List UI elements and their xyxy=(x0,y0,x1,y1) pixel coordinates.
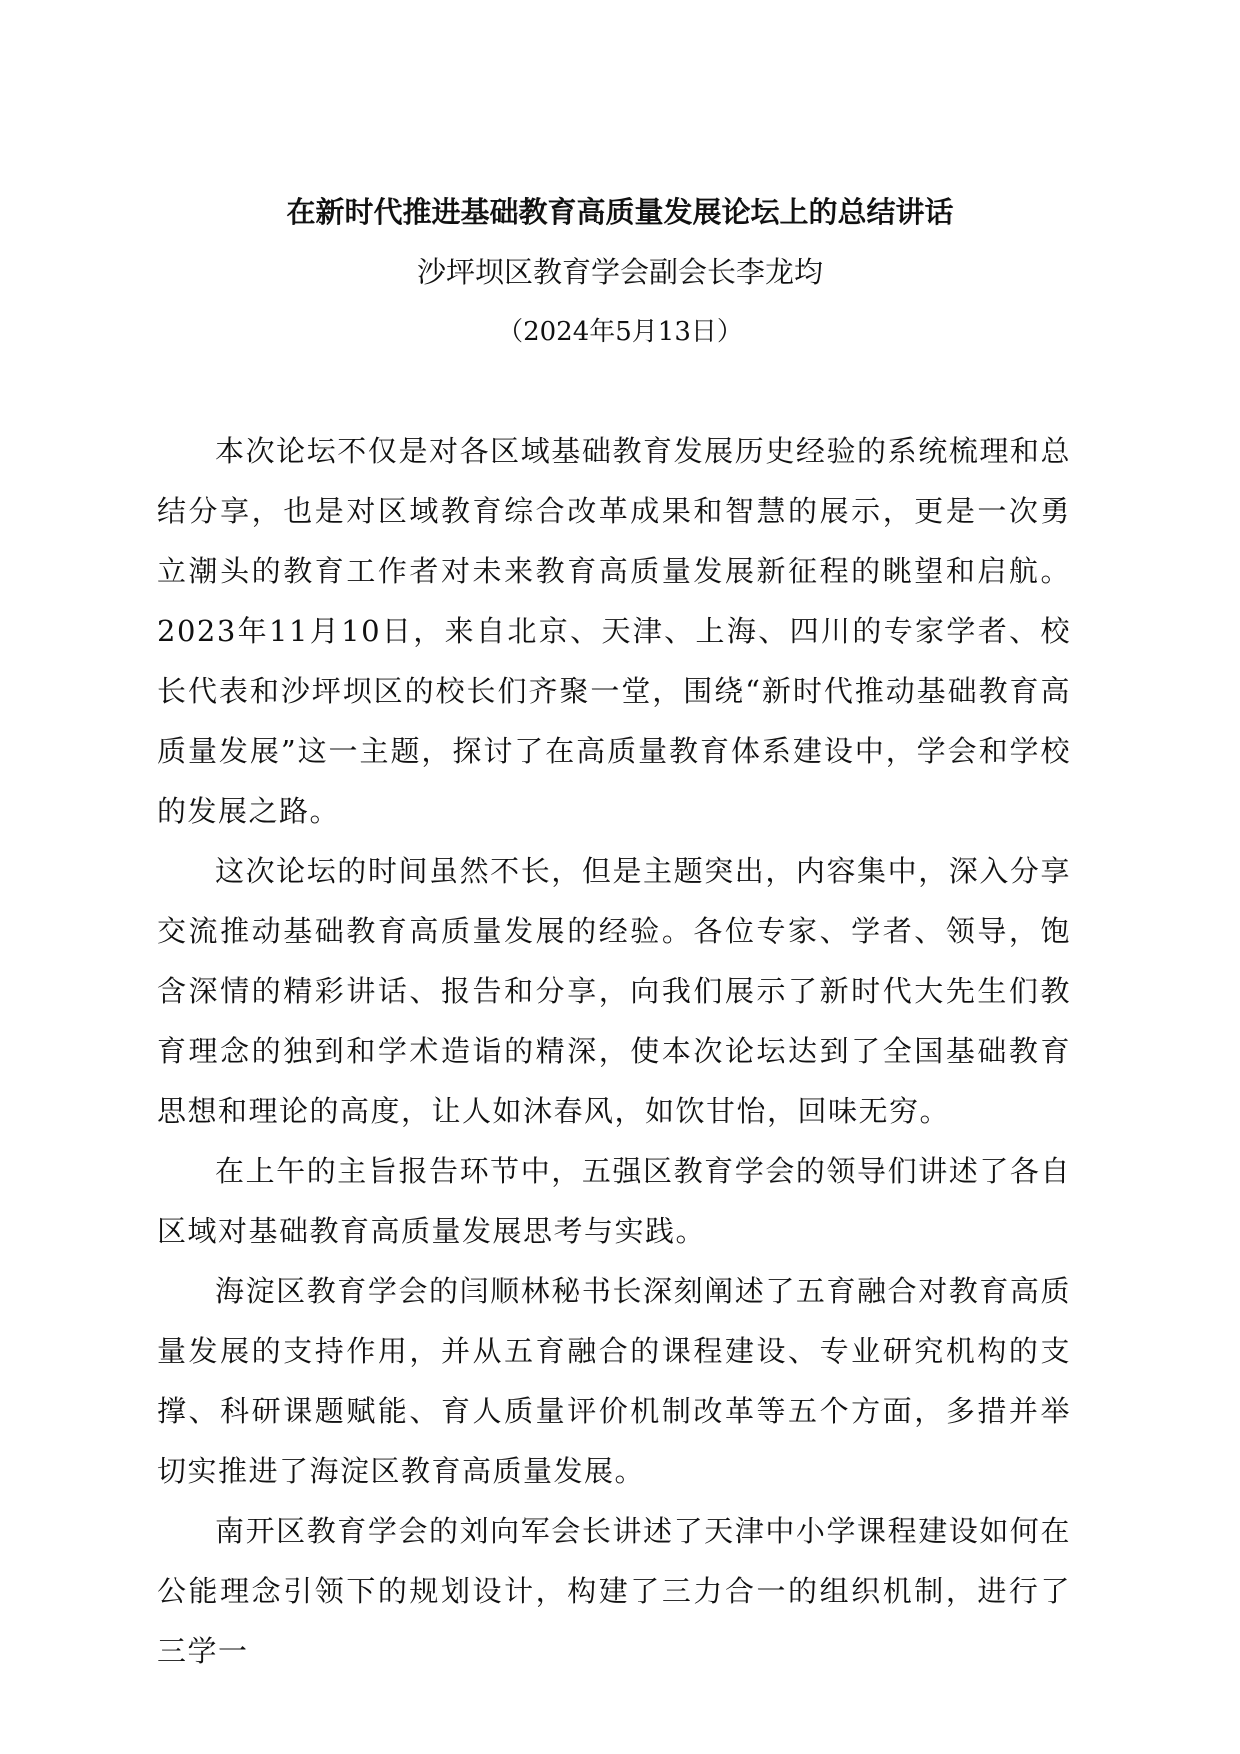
document-title: 在新时代推进基础教育高质量发展论坛上的总结讲话 xyxy=(286,195,954,229)
paragraph: 这次论坛的时间虽然不长，但是主题突出，内容集中，深入分享交流推动基础教育高质量发展的经验。各位专家、学者、领导，饱含深情的精彩讲话、报告和分享，向我们展示了新时代大先生们教育理念的独到和学术造诣的精深，使本次论坛达到了全国基础教育思想和理论的高度，让人如沐春风，如饮甘怡，回味无穷。 xyxy=(157,854,1071,1128)
speech-date: （2024年5月13日） xyxy=(497,317,743,347)
paragraph: 本次论坛不仅是对各区域基础教育发展历史经验的系统梳理和总结分享，也是对区域教育综合改革成果和智慧的展示，更是一次勇立潮头的教育工作者对未来教育高质量发展新征程的眺望和启航。2023年11月10日，来自北京、天津、上海、四川的专家学者、校长代表和沙坪坝区的校长们齐聚一堂，围绕“新时代推动基础教育高质量发展”这一主题，探讨了在高质量教育体系建设中，学会和学校的发展之路。 xyxy=(157,434,1071,828)
paragraph: 南开区教育学会的刘向军会长讲述了天津中小学课程建设如何在公能理念引领下的规划设计，构建了三力合一的组织机制，进行了三学一 xyxy=(157,1514,1071,1668)
paragraph: 在上午的主旨报告环节中，五强区教育学会的领导们讲述了各自区域对基础教育高质量发展思考与实践。 xyxy=(157,1154,1071,1248)
document-body xyxy=(157,421,1071,1681)
paragraph: 海淀区教育学会的闫顺林秘书长深刻阐述了五育融合对教育高质量发展的支持作用，并从五育融合的课程建设、专业研究机构的支撑、科研课题赋能、育人质量评价机制改革等五个方面，多措并举切实推进了海淀区教育高质量发展。 xyxy=(157,1274,1071,1488)
speaker-line: 沙坪坝区教育学会副会长李龙均 xyxy=(416,255,823,289)
